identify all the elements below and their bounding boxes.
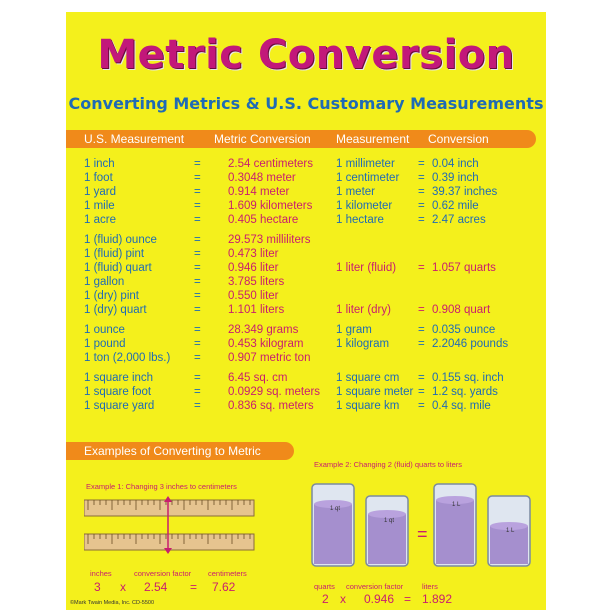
table-row xyxy=(66,372,546,386)
table-row xyxy=(66,234,546,248)
equals-sign: = xyxy=(194,172,201,184)
equals-sign: = xyxy=(194,386,201,398)
beaker-label-3: 1 L xyxy=(452,502,461,508)
examples-header-band xyxy=(66,442,294,460)
table-row xyxy=(66,214,546,228)
table-row xyxy=(66,352,546,366)
metric-conversion: 1.101 liters xyxy=(228,304,285,316)
ex2-a: 2 xyxy=(322,592,329,606)
metric-measurement: 1 liter (dry) xyxy=(336,304,391,316)
metric-conversion: 0.405 hectare xyxy=(228,214,299,226)
us-conversion: 0.908 quart xyxy=(432,304,491,316)
equals-sign: = xyxy=(418,386,425,398)
us-conversion: 0.04 inch xyxy=(432,158,479,170)
us-measurement: 1 ton (2,000 lbs.) xyxy=(84,352,171,364)
beaker-label-2: 1 qt xyxy=(384,518,395,524)
us-measurement: 1 (dry) quart xyxy=(84,304,147,316)
metric-conversion: 0.473 liter xyxy=(228,248,279,260)
beaker-quart-2 xyxy=(366,496,408,566)
beaker-liter-1 xyxy=(434,484,476,566)
ex2-col-factor: conversion factor xyxy=(346,582,404,591)
us-measurement: 1 (fluid) quart xyxy=(84,262,152,274)
table-row xyxy=(66,304,546,318)
metric-measurement: 1 millimeter xyxy=(336,158,395,170)
metric-conversion: 0.3048 meter xyxy=(228,172,296,184)
example1-label: Example 1: Changing 3 inches to centimeters xyxy=(86,482,237,491)
equals-sign: = xyxy=(418,324,425,336)
us-conversion: 2.47 acres xyxy=(432,214,486,226)
us-conversion: 0.39 inch xyxy=(432,172,479,184)
ex2-col-quarts: quarts xyxy=(314,582,335,591)
equals-sign: = xyxy=(194,248,201,260)
metric-measurement: 1 square cm xyxy=(336,372,400,384)
us-conversion: 1.2 sq. yards xyxy=(432,386,498,398)
table-row xyxy=(66,338,546,352)
us-measurement: 1 (fluid) pint xyxy=(84,248,145,260)
table-header-band xyxy=(66,130,536,148)
ex1-eq: = xyxy=(190,580,198,594)
metric-measurement: 1 liter (fluid) xyxy=(336,262,397,274)
metric-conversion: 0.907 metric ton xyxy=(228,352,311,364)
equals-sign: = xyxy=(194,324,201,336)
equals-sign: = xyxy=(418,172,425,184)
equals-sign: = xyxy=(194,262,201,274)
header-measurement: Measurement xyxy=(336,132,410,146)
equals-sign: = xyxy=(418,158,425,170)
ex1-col-centimeters: centimeters xyxy=(208,569,247,578)
equals-sign: = xyxy=(194,234,201,246)
ex1-a: 3 xyxy=(94,580,101,594)
us-measurement: 1 square foot xyxy=(84,386,152,398)
equals-sign: = xyxy=(194,400,201,412)
equals-sign: = xyxy=(418,262,425,274)
ex1-col-inches: inches xyxy=(90,569,112,578)
table-row xyxy=(66,400,546,414)
us-measurement: 1 gallon xyxy=(84,276,125,288)
us-measurement: 1 acre xyxy=(84,214,116,226)
ex1-op: x xyxy=(120,580,126,594)
equals-sign: = xyxy=(418,304,425,316)
equals-sign: = xyxy=(418,372,425,384)
ex2-result: 1.892 xyxy=(422,592,453,606)
metric-conversion: 0.453 kilogram xyxy=(228,338,304,350)
beakers-illustration xyxy=(304,470,540,580)
metric-conversion: 0.550 liter xyxy=(228,290,279,302)
beaker-label-1: 1 qt xyxy=(330,506,341,512)
equals-sign: = xyxy=(194,200,201,212)
metric-conversion: 29.573 milliliters xyxy=(228,234,311,246)
ex1-b: 2.54 xyxy=(144,580,168,594)
equals-sign: = xyxy=(194,372,201,384)
table-row xyxy=(66,290,546,304)
equals-sign: = xyxy=(194,186,201,198)
us-conversion: 1.057 quarts xyxy=(432,262,496,274)
us-measurement: 1 ounce xyxy=(84,324,125,336)
table-row xyxy=(66,324,546,338)
table-row xyxy=(66,276,546,290)
metric-conversion: 2.54 centimeters xyxy=(228,158,314,170)
table-row xyxy=(66,158,546,172)
header-metric-conversion: Metric Conversion xyxy=(214,132,311,146)
beaker-quart-1 xyxy=(312,484,354,566)
metric-conversion: 0.836 sq. meters xyxy=(228,400,314,412)
us-measurement: 1 (fluid) ounce xyxy=(84,234,157,246)
us-measurement: 1 inch xyxy=(84,158,115,170)
us-measurement: 1 foot xyxy=(84,172,113,184)
us-measurement: 1 (dry) pint xyxy=(84,290,139,302)
table-row xyxy=(66,248,546,262)
beaker-label-4: 1 L xyxy=(506,528,515,534)
table-row xyxy=(66,200,546,214)
equals-sign: = xyxy=(194,338,201,350)
metric-measurement: 1 kilogram xyxy=(336,338,390,350)
ex1-result: 7.62 xyxy=(212,580,236,594)
equals-sign: = xyxy=(418,214,425,226)
metric-conversion: 3.785 liters xyxy=(228,276,285,288)
us-conversion: 2.2046 pounds xyxy=(432,338,509,350)
us-measurement: 1 pound xyxy=(84,338,126,350)
metric-measurement: 1 square meter xyxy=(336,386,414,398)
us-conversion: 0.035 ounce xyxy=(432,324,496,336)
metric-measurement: 1 square km xyxy=(336,400,400,412)
svg-text:=: = xyxy=(417,524,428,544)
metric-conversion: 0.914 meter xyxy=(228,186,290,198)
us-conversion: 0.4 sq. mile xyxy=(432,400,491,412)
equals-sign: = xyxy=(194,158,201,170)
us-conversion: 0.62 mile xyxy=(432,200,479,212)
examples-header: Examples of Converting to Metric xyxy=(84,444,261,458)
equals-sign: = xyxy=(418,200,425,212)
us-measurement: 1 square inch xyxy=(84,372,154,384)
header-conversion: Conversion xyxy=(428,132,489,146)
ex2-eq: = xyxy=(404,592,412,606)
equals-sign: = xyxy=(194,304,201,316)
equals-sign: = xyxy=(194,290,201,302)
equals-sign: = xyxy=(418,338,425,350)
ex2-b: 0.946 xyxy=(364,592,395,606)
example2-label: Example 2: Changing 2 (fluid) quarts to liters xyxy=(314,460,462,469)
metric-conversion: 6.45 sq. cm xyxy=(228,372,288,384)
metric-conversion: 0.0929 sq. meters xyxy=(228,386,321,398)
poster xyxy=(66,12,546,610)
page-title: Metric Conversion xyxy=(97,32,515,78)
metric-conversion: 1.609 kilometers xyxy=(228,200,313,212)
ex2-op: x xyxy=(340,592,346,606)
page-subtitle: Converting Metrics & U.S. Customary Measurements xyxy=(68,94,544,113)
table-row xyxy=(66,186,546,200)
metric-measurement: 1 centimeter xyxy=(336,172,400,184)
us-conversion: 39.37 inches xyxy=(432,186,498,198)
equals-sign: = xyxy=(194,352,201,364)
metric-measurement: 1 kilometer xyxy=(336,200,393,212)
metric-measurement: 1 meter xyxy=(336,186,375,198)
equals-sign: = xyxy=(194,214,201,226)
ex1-col-factor: conversion factor xyxy=(134,569,192,578)
copyright: ©Mark Twain Media, Inc. CD-5500 xyxy=(70,600,155,606)
table-row xyxy=(66,262,546,276)
us-measurement: 1 yard xyxy=(84,186,116,198)
table-row xyxy=(66,172,546,186)
header-us-measurement: U.S. Measurement xyxy=(84,132,185,146)
table-row xyxy=(66,386,546,400)
metric-measurement: 1 gram xyxy=(336,324,372,336)
us-measurement: 1 square yard xyxy=(84,400,155,412)
metric-conversion: 28.349 grams xyxy=(228,324,299,336)
equals-sign: = xyxy=(418,400,425,412)
ex2-col-liters: liters xyxy=(422,582,438,591)
equals-sign: = xyxy=(418,186,425,198)
ruler-illustration xyxy=(84,492,256,562)
metric-measurement: 1 hectare xyxy=(336,214,384,226)
us-measurement: 1 mile xyxy=(84,200,115,212)
equals-sign: = xyxy=(194,276,201,288)
us-conversion: 0.155 sq. inch xyxy=(432,372,504,384)
metric-conversion: 0.946 liter xyxy=(228,262,279,274)
